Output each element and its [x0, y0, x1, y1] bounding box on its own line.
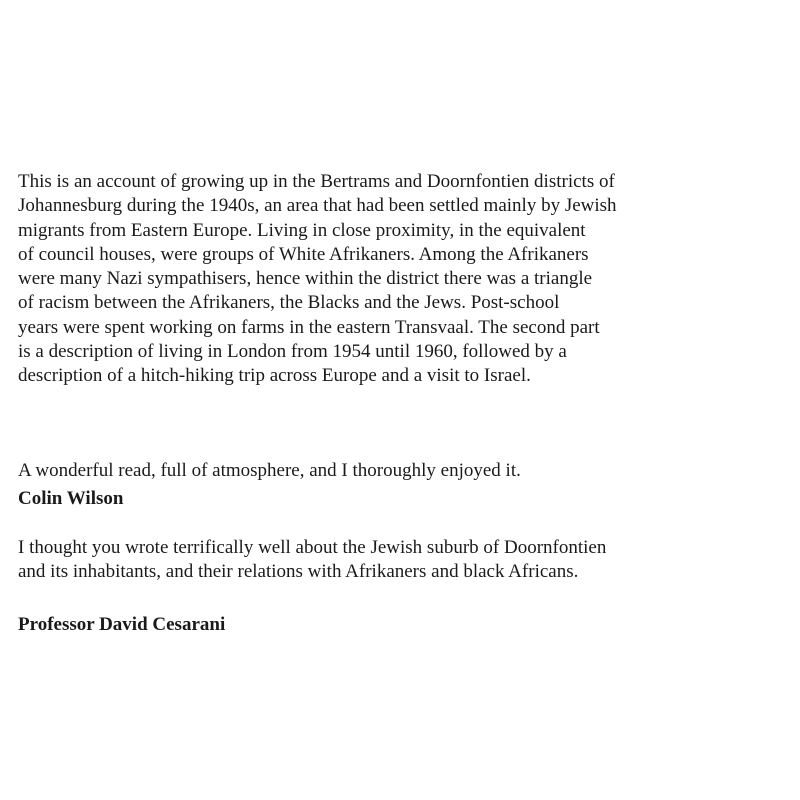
description-line: of racism between the Afrikaners, the Blacks and the Jews. Post-school [18, 292, 560, 314]
testimonial-author [18, 613, 796, 637]
author-name: Colin Wilson [18, 488, 124, 509]
description-line: description of a hitch-hiking trip across Europe and a visit to Israel. [18, 365, 531, 387]
description-line: were many Nazi sympathisers, hence within the district there was a triangle [18, 268, 593, 290]
quote-line: and its inhabitants, and their relations with Afrikaners and black Africans. [18, 561, 579, 583]
description-line: of council houses, were groups of White Afrikaners. Among the Afrikaners [18, 243, 589, 265]
description-line: is a description of living in London from 1954 until 1960, followed by a [18, 341, 567, 363]
description-line: migrants from Eastern Europe. Living in close proximity, in the equivalent [18, 219, 586, 241]
testimonial-author [18, 487, 796, 511]
author-name: Professor David Cesarani [18, 614, 226, 635]
testimonial-quote [18, 536, 796, 585]
description-line: years were spent working on farms in the eastern Transvaal. The second part [18, 316, 600, 338]
quote-line: I thought you wrote terrifically well about the Jewish suburb of Doornfontien [18, 537, 607, 558]
description-line: Johannesburg during the 1940s, an area that had been settled mainly by Jewish [18, 195, 617, 217]
testimonial-quote [18, 459, 796, 483]
description-line: This is an account of growing up in the Bertrams and Doornfontien districts of [18, 171, 615, 192]
book-description [18, 170, 796, 389]
quote-line: A wonderful read, full of atmosphere, and I thoroughly enjoyed it. [18, 460, 521, 481]
